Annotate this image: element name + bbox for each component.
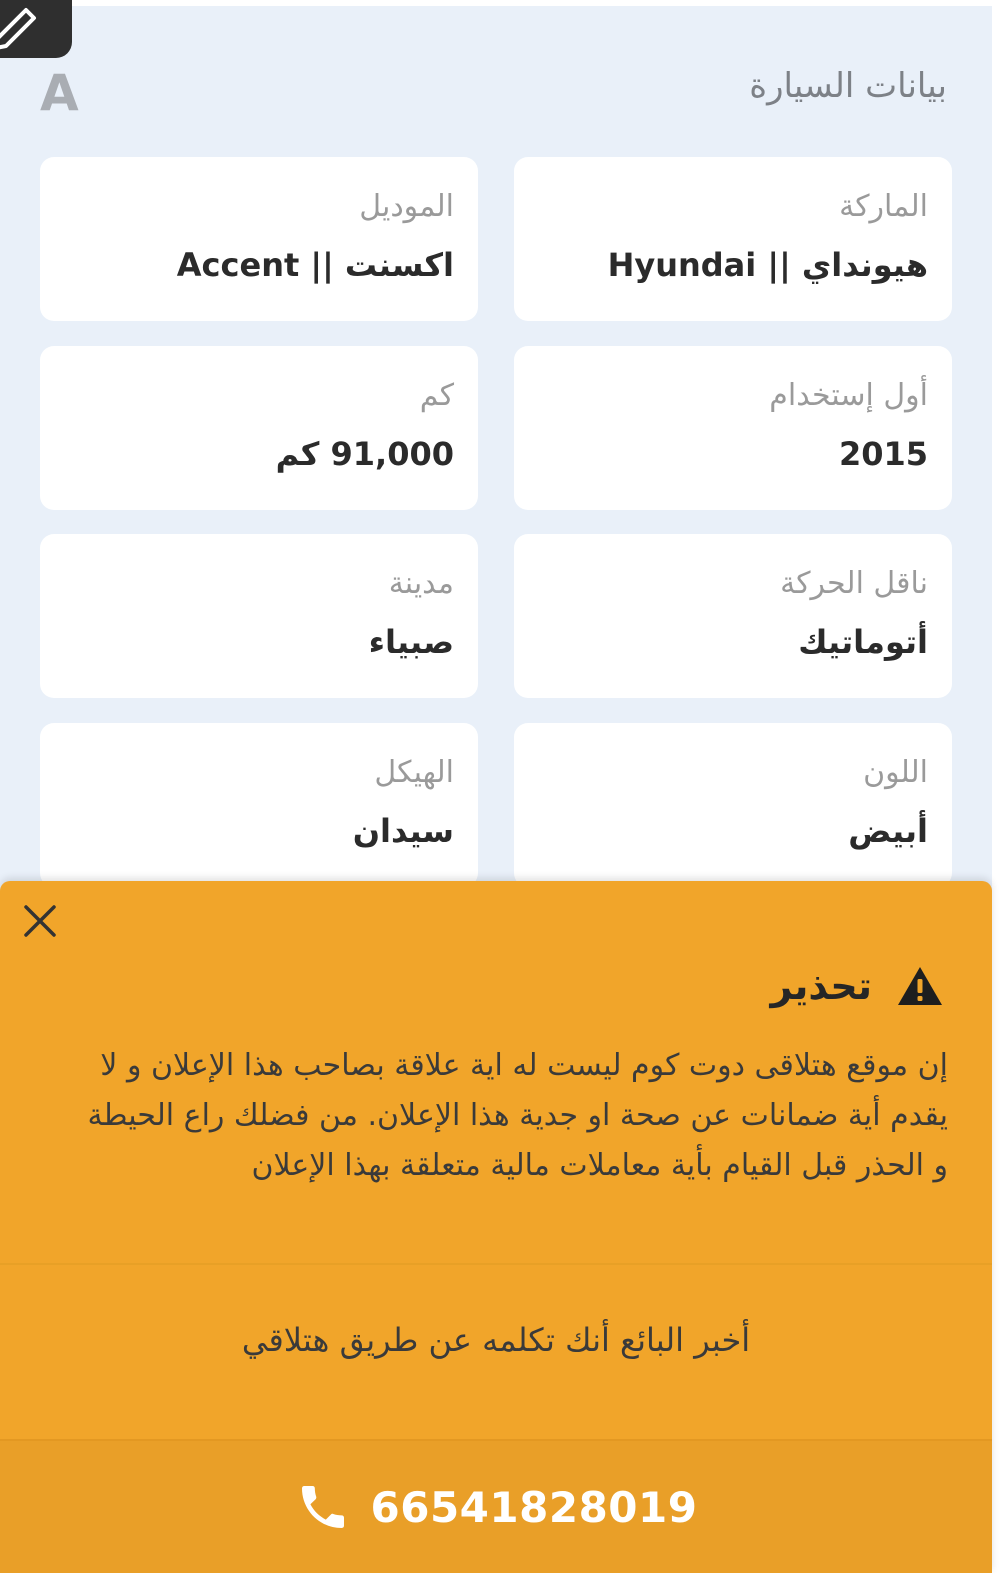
section-letter: A xyxy=(40,64,79,122)
phone-icon xyxy=(295,1479,351,1535)
warning-heading xyxy=(770,956,944,1016)
field-card-transmission xyxy=(514,534,952,698)
field-card-model xyxy=(40,157,478,321)
field-value: 2015 xyxy=(838,435,928,473)
field-label: اللون xyxy=(863,755,928,790)
field-label: الماركة xyxy=(839,189,928,224)
field-label: كم xyxy=(419,378,454,413)
field-value: أتوماتيك xyxy=(798,623,928,661)
phone-number: 66541828019 xyxy=(370,1482,698,1532)
field-card-color xyxy=(514,723,952,887)
section-title: بيانات السيارة xyxy=(749,66,947,106)
call-button[interactable] xyxy=(0,1441,992,1573)
divider xyxy=(0,1263,992,1265)
field-value: هيونداي || Hyundai xyxy=(607,246,928,284)
warning-sheet xyxy=(0,881,992,1573)
close-button[interactable] xyxy=(18,899,62,943)
field-card-city xyxy=(40,534,478,698)
field-value: سيدان xyxy=(352,812,454,850)
warning-text: إن موقع هتلاقى دوت كوم ليست له اية علاقة بصاحب هذا الإعلان و لا يقدم أية ضمانات عن صحة او جدية هذا الإعلان. من فضلك راع الحيطة و الحذر قبل القيام بأية معاملات مالية متعلقة بهذا الإعلان xyxy=(87,1048,948,1183)
field-value: صبياء xyxy=(368,623,454,661)
warning-title: تحذير xyxy=(770,964,872,1008)
edit-tab[interactable] xyxy=(0,0,72,58)
warning-triangle-icon xyxy=(896,965,944,1007)
field-value: 91,000 كم xyxy=(275,435,454,473)
field-value: اكسنت || Accent xyxy=(176,246,454,284)
field-label: مدينة xyxy=(388,566,454,601)
field-label: الهيكل xyxy=(374,755,454,790)
field-label: الموديل xyxy=(359,189,454,224)
tell-seller-text: أخبر البائع أنك تكلمه عن طريق هتلاقي xyxy=(241,1321,751,1359)
field-label: ناقل الحركة xyxy=(780,566,928,601)
field-value: أبيض xyxy=(848,812,928,850)
field-label: أول إستخدام xyxy=(769,378,928,413)
field-card-brand xyxy=(514,157,952,321)
pencil-icon xyxy=(0,2,52,52)
field-card-body-type xyxy=(40,723,478,887)
close-icon xyxy=(23,904,57,938)
field-card-first-use xyxy=(514,346,952,510)
field-card-mileage xyxy=(40,346,478,510)
